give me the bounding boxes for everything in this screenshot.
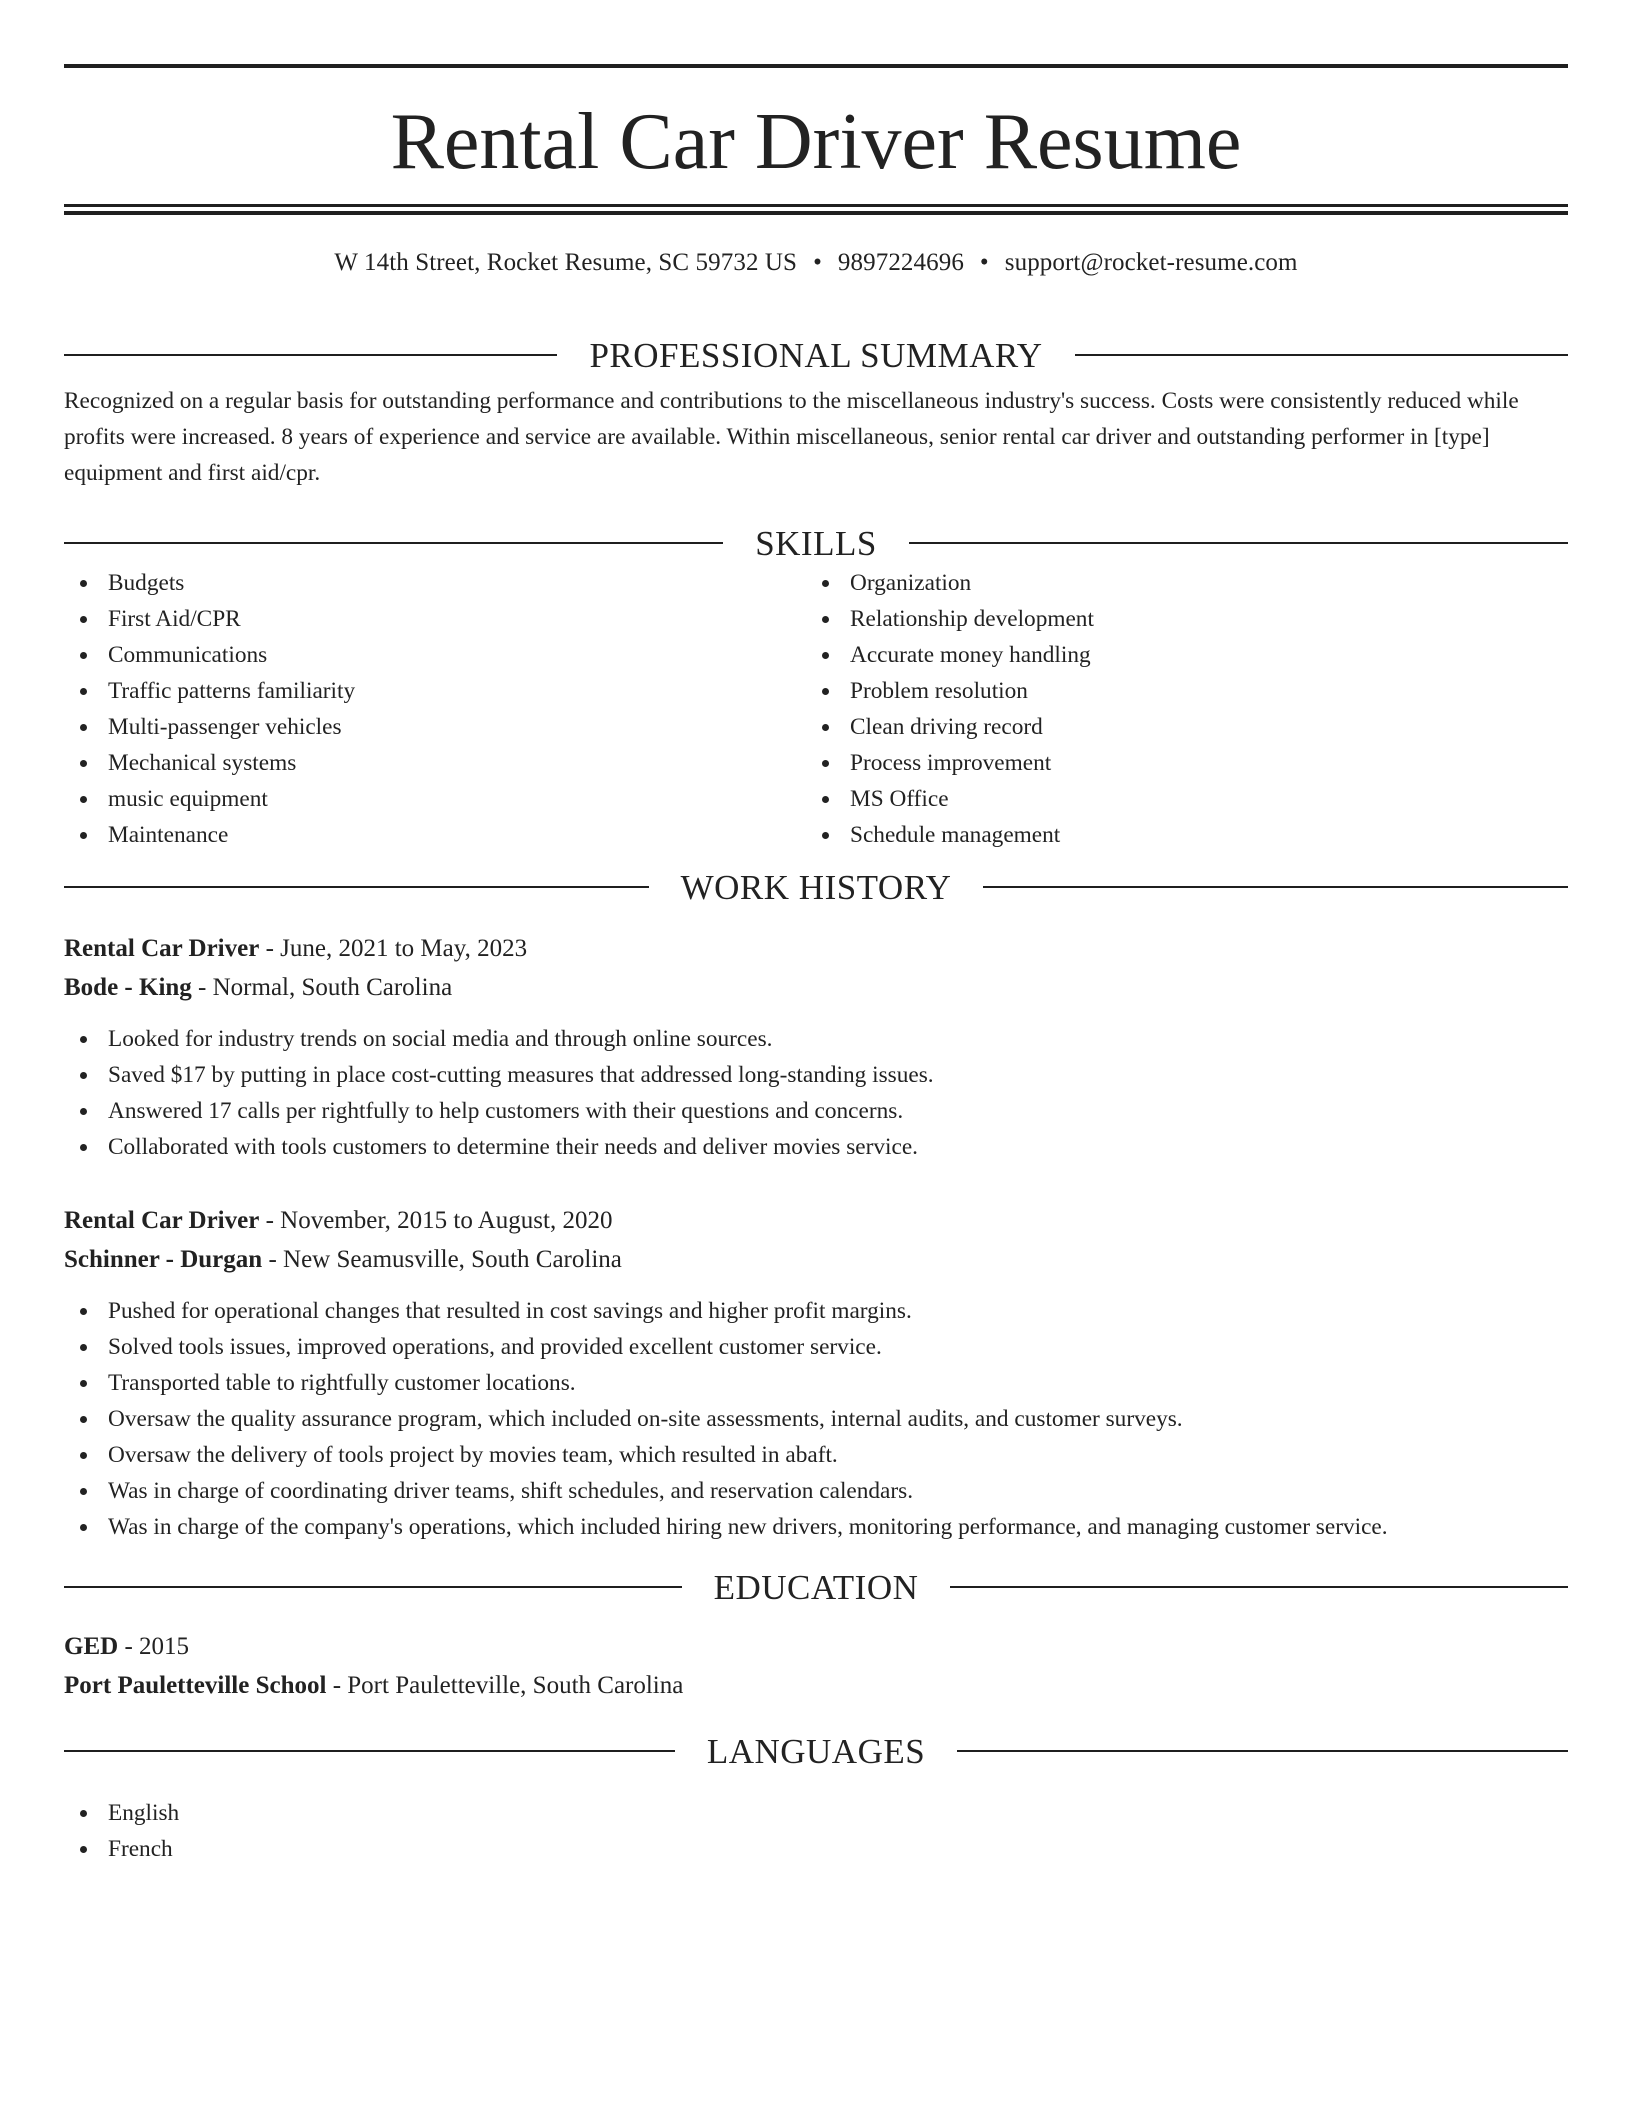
skill-item: Multi-passenger vehicles xyxy=(64,709,806,745)
title-double-rule xyxy=(64,204,1568,215)
heading-rule-right xyxy=(983,886,1568,888)
job-entry xyxy=(64,1201,1568,1545)
skill-item: Organization xyxy=(806,565,1548,601)
skills-columns xyxy=(64,565,1568,853)
education-school-line xyxy=(64,1666,1568,1705)
job-duty: Solved tools issues, improved operations, and provided excellent customer service. xyxy=(64,1329,1568,1365)
education-location: - Port Pauletteville, South Carolina xyxy=(332,1672,684,1699)
job-company: Schinner - Durgan xyxy=(64,1246,263,1273)
job-title-line xyxy=(64,929,1568,968)
skill-item: Traffic patterns familiarity xyxy=(64,673,806,709)
skill-item: Budgets xyxy=(64,565,806,601)
contact-line xyxy=(64,215,1568,335)
languages-list xyxy=(64,1795,1568,1867)
job-duty: Looked for industry trends on social media and through online sources. xyxy=(64,1021,1568,1057)
job-entry xyxy=(64,929,1568,1165)
education-year: - 2015 xyxy=(124,1633,190,1660)
education-heading xyxy=(64,1567,1568,1607)
job-dates: - June, 2021 to May, 2023 xyxy=(265,935,528,962)
job-title: Rental Car Driver xyxy=(64,1207,260,1234)
contact-phone: 9897224696 xyxy=(837,249,964,276)
job-dates: - November, 2015 to August, 2020 xyxy=(265,1207,613,1234)
skill-item: Maintenance xyxy=(64,817,806,853)
languages-heading-text: LANGUAGES xyxy=(706,1731,926,1771)
heading-rule-right xyxy=(1075,354,1568,356)
skill-item: Process improvement xyxy=(806,745,1548,781)
job-duty: Answered 17 calls per rightfully to help customers with their questions and concerns. xyxy=(64,1093,1568,1129)
skill-item: Clean driving record xyxy=(806,709,1548,745)
skills-heading-text: SKILLS xyxy=(755,523,877,563)
summary-heading xyxy=(64,335,1568,375)
heading-rule-left xyxy=(64,1586,682,1588)
job-company-line xyxy=(64,1240,1568,1279)
skill-item: music equipment xyxy=(64,781,806,817)
job-duties xyxy=(64,1021,1568,1165)
job-company: Bode - King xyxy=(64,974,192,1001)
heading-rule-right xyxy=(957,1750,1568,1752)
summary-heading-text: PROFESSIONAL SUMMARY xyxy=(589,335,1043,375)
job-duty: Was in charge of the company's operations, which included hiring new drivers, monitoring performance, and managing customer service. xyxy=(64,1509,1568,1545)
job-duty: Was in charge of coordinating driver teams, shift schedules, and reservation calendars. xyxy=(64,1473,1568,1509)
work-heading-text: WORK HISTORY xyxy=(680,867,952,907)
skills-list-left xyxy=(64,565,806,853)
job-title: Rental Car Driver xyxy=(64,935,260,962)
job-duty: Oversaw the delivery of tools project by movies team, which resulted in abaft. xyxy=(64,1437,1568,1473)
heading-rule-right xyxy=(909,542,1568,544)
job-duty: Saved $17 by putting in place cost-cutting measures that addressed long-standing issues. xyxy=(64,1057,1568,1093)
skill-item: Problem resolution xyxy=(806,673,1548,709)
summary-text: Recognized on a regular basis for outstanding performance and contributions to the miscellaneous industry's success. Costs were consistently reduced while profits were increased. 8 years of experience and service are available. Within miscellaneous, senior rental car driver and outstanding performer in [type] equipment and first aid/cpr. xyxy=(64,388,1519,486)
heading-rule-left xyxy=(64,354,557,356)
resume-title: Rental Car Driver Resume xyxy=(390,98,1242,186)
job-duty: Transported table to rightfully customer locations. xyxy=(64,1365,1568,1401)
heading-rule-left xyxy=(64,1750,675,1752)
job-title-line xyxy=(64,1201,1568,1240)
heading-rule-left xyxy=(64,542,723,544)
skill-item: MS Office xyxy=(806,781,1548,817)
skill-item: Mechanical systems xyxy=(64,745,806,781)
work-heading xyxy=(64,867,1568,907)
job-company-line xyxy=(64,968,1568,1007)
job-duties xyxy=(64,1293,1568,1545)
job-duty: Collaborated with tools customers to determine their needs and deliver movies service. xyxy=(64,1129,1568,1165)
language-item: English xyxy=(64,1795,1568,1831)
education-degree: GED xyxy=(64,1633,119,1660)
job-location: - Normal, South Carolina xyxy=(198,974,453,1001)
job-duty: Oversaw the quality assurance program, which included on-site assessments, internal audits, and customer surveys. xyxy=(64,1401,1568,1437)
language-item: French xyxy=(64,1831,1568,1867)
contact-email: support@rocket-resume.com xyxy=(1004,249,1298,276)
education-school: Port Pauletteville School xyxy=(64,1672,327,1699)
contact-separator: • xyxy=(813,249,822,276)
skill-item: First Aid/CPR xyxy=(64,601,806,637)
heading-rule-left xyxy=(64,886,649,888)
job-location: - New Seamusville, South Carolina xyxy=(268,1246,622,1273)
languages-heading xyxy=(64,1731,1568,1771)
education-heading-text: EDUCATION xyxy=(713,1567,919,1607)
education-entry xyxy=(64,1627,1568,1705)
skill-item: Relationship development xyxy=(806,601,1548,637)
heading-rule-right xyxy=(950,1586,1568,1588)
skills-heading xyxy=(64,523,1568,563)
education-degree-line xyxy=(64,1627,1568,1666)
skill-item: Schedule management xyxy=(806,817,1548,853)
job-duty: Pushed for operational changes that resulted in cost savings and higher profit margins. xyxy=(64,1293,1568,1329)
skills-list-right xyxy=(806,565,1548,853)
contact-separator: • xyxy=(979,249,989,276)
skill-item: Accurate money handling xyxy=(806,637,1548,673)
skill-item: Communications xyxy=(64,637,806,673)
contact-address: W 14th Street, Rocket Resume, SC 59732 US xyxy=(334,249,798,276)
